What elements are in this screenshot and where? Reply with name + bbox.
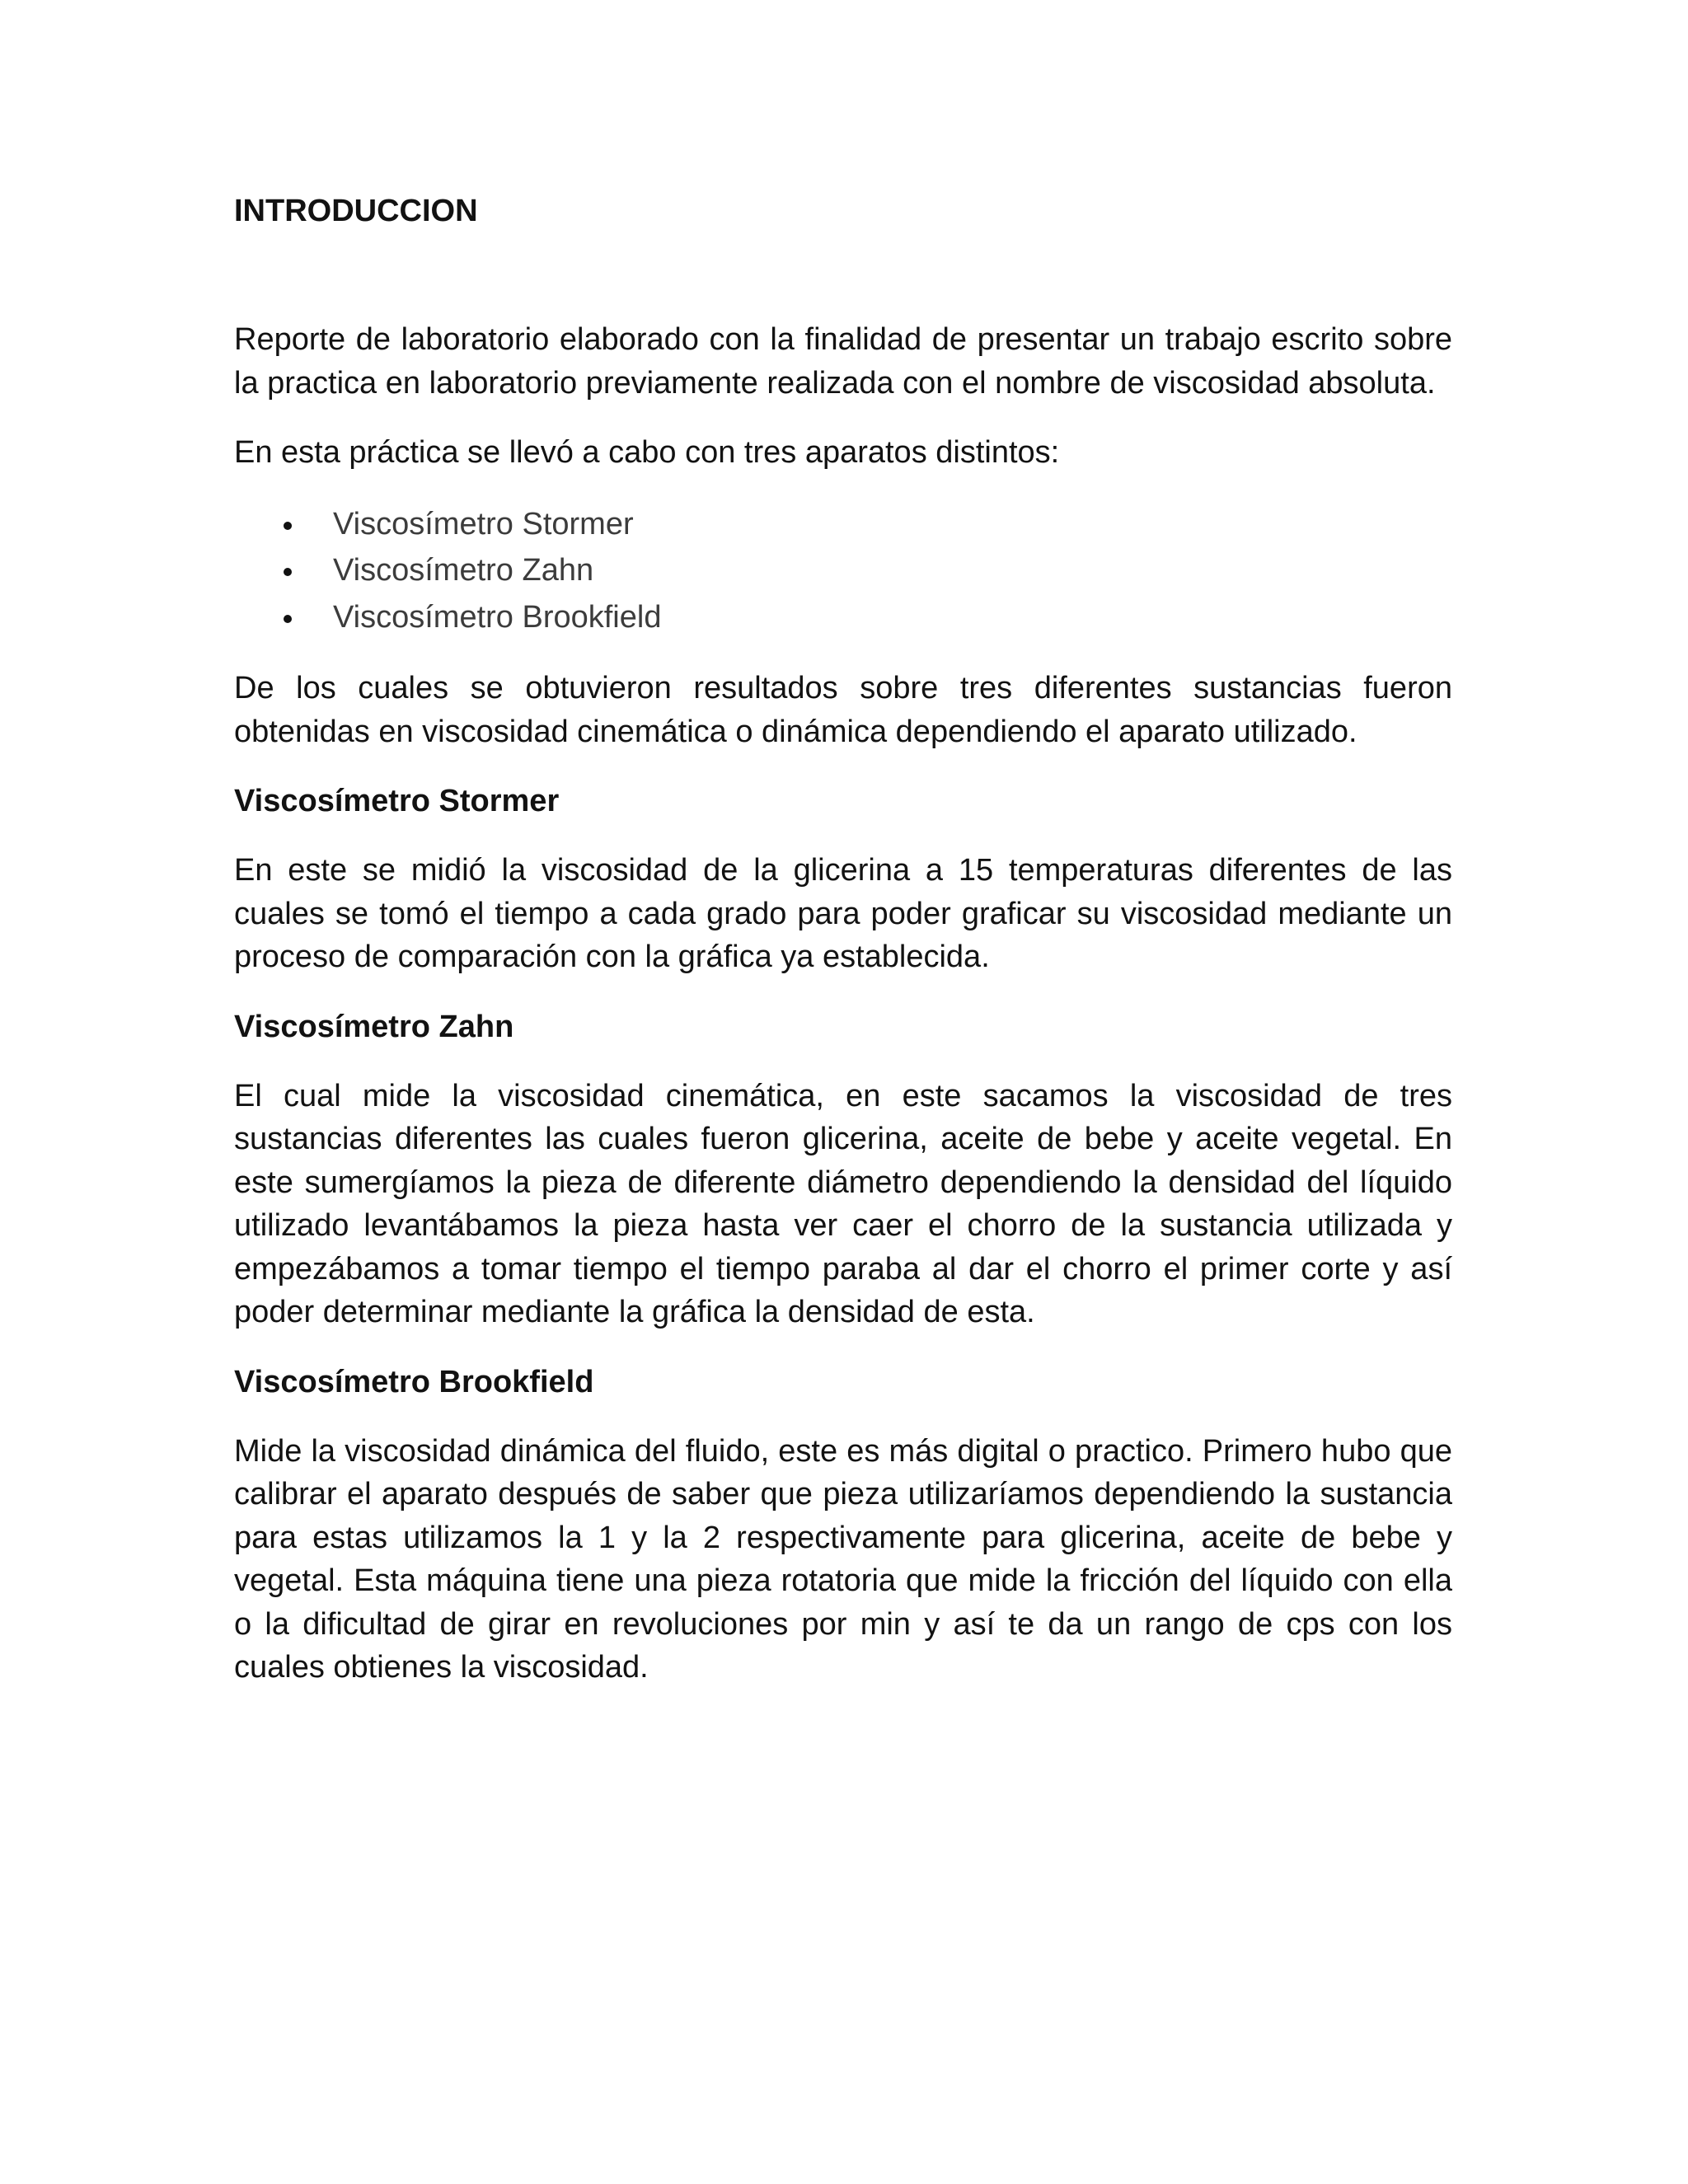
section-heading-stormer: Viscosímetro Stormer — [234, 784, 560, 818]
document-content — [234, 190, 1452, 1716]
list-item — [234, 501, 1452, 548]
section-heading-brookfield: Viscosímetro Brookfield — [234, 1364, 594, 1399]
list-item — [234, 594, 1452, 641]
section-text-zahn: El cual mide la viscosidad cinemática, en este sacamos la viscosidad de tres sustancias diferentes las cuales fueron glicerina, aceite de bebe y aceite vegetal. En este sumergíamos la pieza de diferente diámetro dependiendo la densidad del líquido utilizado levantábamos la pieza hasta ver caer el chorro de la sustancia utilizada y empezábamos a tomar tiempo el tiempo paraba al dar el chorro el primer corte y así poder determinar mediante la gráfica la densidad de esta. — [234, 1078, 1452, 1329]
device-label: Viscosímetro Brookfield — [333, 599, 662, 635]
devices-intro-paragraph: En esta práctica se llevó a cabo con tres aparatos distintos: — [234, 435, 1060, 470]
section-text-brookfield: Mide la viscosidad dinámica del fluido, este es más digital o practico. Primero hubo que calibrar el aparato después de saber que pieza utilizaríamos dependiendo la sustancia para estas utilizamos la 1 y la 2 respectivamente para glicerina, aceite de bebe y vegetal. Esta máquina tiene una pieza rotatoria que mide la fricción del líquido con ella o la dificultad de girar en revoluciones por min y así te da un rango de cps con los cuales obtienes la viscosidad. — [234, 1433, 1452, 1685]
results-paragraph: De los cuales se obtuvieron resultados sobre tres diferentes sustancias fueron obtenidas en viscosidad cinemática o dinámica dependiendo el aparato utilizado. — [234, 671, 1452, 749]
intro-paragraph: Reporte de laboratorio elaborado con la finalidad de presentar un trabajo escrito sobre la practica en laboratorio previamente realizada con el nombre de viscosidad absoluta. — [234, 322, 1452, 401]
device-list — [234, 501, 1452, 641]
device-label: Viscosímetro Zahn — [333, 553, 594, 588]
list-item — [234, 547, 1452, 594]
page-title: INTRODUCCION — [234, 194, 478, 228]
device-label: Viscosímetro Stormer — [333, 506, 634, 541]
bullet-icon — [284, 568, 292, 576]
bullet-icon — [284, 615, 292, 623]
bullet-icon — [284, 522, 292, 530]
section-text-stormer: En este se midió la viscosidad de la glicerina a 15 temperaturas diferentes de las cuales se tomó el tiempo a cada grado para poder graficar su viscosidad mediante un proceso de comparación con la gráfica ya establecida. — [234, 853, 1452, 974]
section-heading-zahn: Viscosímetro Zahn — [234, 1009, 514, 1044]
